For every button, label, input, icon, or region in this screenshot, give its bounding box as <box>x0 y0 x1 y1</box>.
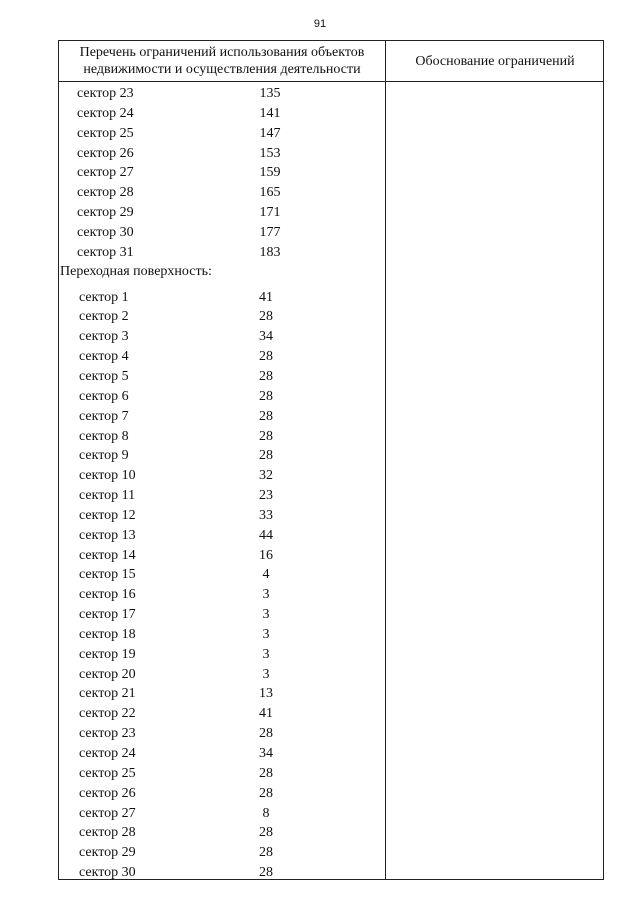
sector-name: сектор 30 <box>77 224 134 240</box>
sector-value: 3 <box>262 587 270 603</box>
sector-value: 28 <box>259 408 273 424</box>
sector-name: сектор 27 <box>77 165 134 181</box>
table-row <box>59 704 385 724</box>
sector-value: 23 <box>259 488 273 504</box>
sector-name: сектор 12 <box>79 507 136 523</box>
page-number: 91 <box>313 18 327 30</box>
table-row <box>59 347 385 367</box>
sector-name: сектор 23 <box>79 726 136 742</box>
sector-value: 28 <box>259 825 273 841</box>
table-row <box>59 585 385 605</box>
sector-name: сектор 18 <box>79 626 136 642</box>
sector-value: 177 <box>259 224 281 240</box>
table-row <box>59 486 385 506</box>
sector-value: 171 <box>259 205 281 221</box>
table-row <box>59 605 385 625</box>
table-row <box>59 565 385 585</box>
sector-name: сектор 21 <box>79 686 136 702</box>
table-row <box>59 446 385 466</box>
table-row <box>59 764 385 784</box>
sector-name: сектор 14 <box>79 547 136 563</box>
sector-name: сектор 4 <box>79 349 129 365</box>
sector-name: сектор 8 <box>79 428 129 444</box>
sector-name: сектор 22 <box>79 706 136 722</box>
table-row <box>59 367 385 387</box>
table-row <box>59 863 385 883</box>
sector-name: сектор 10 <box>79 468 136 484</box>
sector-value: 41 <box>259 706 273 722</box>
sector-name: сектор 29 <box>79 845 136 861</box>
sector-name: сектор 23 <box>77 86 134 101</box>
table-row <box>59 645 385 665</box>
sector-name: сектор 13 <box>79 527 136 543</box>
sector-value: 4 <box>262 567 270 583</box>
sector-name: сектор 19 <box>79 646 136 662</box>
table-row <box>59 223 385 243</box>
sector-name: сектор 27 <box>79 805 136 821</box>
table-row <box>59 203 385 223</box>
sector-name: сектор 17 <box>79 607 136 623</box>
sector-value: 3 <box>262 626 270 642</box>
sector-name: сектор 2 <box>79 309 129 325</box>
sector-value: 28 <box>259 309 273 325</box>
header-justification: Обоснование ограничений <box>415 54 575 69</box>
sector-name: сектор 29 <box>77 205 134 221</box>
sector-value: 28 <box>259 448 273 464</box>
sector-name: сектор 31 <box>77 244 134 260</box>
sector-value: 183 <box>259 244 281 260</box>
table-row <box>59 744 385 764</box>
table-row <box>59 327 385 347</box>
sector-value: 32 <box>259 468 273 484</box>
sector-value: 165 <box>259 185 281 201</box>
sector-value: 16 <box>259 547 273 563</box>
sector-value: 147 <box>259 125 281 141</box>
sector-value: 135 <box>259 86 281 101</box>
table-row <box>59 104 385 124</box>
sector-name: сектор 24 <box>79 746 136 761</box>
sector-name: сектор 24 <box>77 105 134 121</box>
sector-name: сектор 1 <box>79 289 129 305</box>
sector-value: 28 <box>259 726 273 742</box>
sector-value: 44 <box>259 527 273 543</box>
table-row <box>59 144 385 164</box>
sector-value: 28 <box>259 865 273 881</box>
sector-value: 141 <box>259 105 281 121</box>
table-row <box>59 784 385 804</box>
table-row <box>59 466 385 486</box>
sector-name: сектор 26 <box>77 145 134 161</box>
table-row <box>59 724 385 744</box>
sector-name: сектор 28 <box>79 825 136 841</box>
sector-name: сектор 20 <box>79 666 136 682</box>
table-row <box>59 804 385 824</box>
table-row <box>59 843 385 863</box>
section-heading <box>59 263 385 288</box>
sector-name: сектор 25 <box>79 765 136 781</box>
sector-value: 28 <box>259 349 273 365</box>
sector-name: сектор 7 <box>79 408 129 424</box>
sector-name: сектор 6 <box>79 388 129 404</box>
table-body <box>59 84 385 883</box>
sector-value: 28 <box>259 388 273 404</box>
table-row <box>59 124 385 144</box>
sector-name: сектор 28 <box>77 185 134 201</box>
sector-value: 41 <box>259 289 273 305</box>
section-heading-text: Переходная поверхность: <box>60 263 212 279</box>
sector-value: 153 <box>259 145 281 161</box>
table-row <box>59 183 385 203</box>
table-row <box>59 506 385 526</box>
sector-value: 34 <box>259 746 273 761</box>
sector-name: сектор 9 <box>79 448 129 464</box>
sector-value: 28 <box>259 785 273 801</box>
sector-value: 159 <box>259 165 281 181</box>
sector-name: сектор 5 <box>79 368 129 384</box>
table-row <box>59 427 385 447</box>
table-row <box>59 243 385 263</box>
sector-value: 13 <box>259 686 273 702</box>
sector-name: сектор 30 <box>79 865 136 881</box>
sector-name: сектор 26 <box>79 785 136 801</box>
table-row <box>59 526 385 546</box>
header-left-line-1: Перечень ограничений использования объектов <box>79 45 365 60</box>
table-row <box>59 163 385 183</box>
table-row <box>59 823 385 843</box>
header-restrictions-list <box>59 44 385 78</box>
column-divider <box>385 41 386 879</box>
sector-name: сектор 3 <box>79 329 129 345</box>
table-row <box>59 84 385 104</box>
sector-name: сектор 16 <box>79 587 136 603</box>
sector-value: 3 <box>262 646 270 662</box>
sector-name: сектор 11 <box>79 488 136 504</box>
sector-value: 28 <box>259 428 273 444</box>
table-row <box>59 288 385 308</box>
sector-value: 28 <box>259 368 273 384</box>
table-row <box>59 407 385 427</box>
sector-value: 3 <box>262 607 270 623</box>
sector-value: 8 <box>262 805 270 821</box>
table-row <box>59 546 385 566</box>
sector-name: сектор 15 <box>79 567 136 583</box>
sector-value: 28 <box>259 845 273 861</box>
header-left-line-2: недвижимости и осуществления деятельности <box>83 62 361 77</box>
sector-name: сектор 25 <box>77 125 134 141</box>
table-row <box>59 387 385 407</box>
table-row <box>59 625 385 645</box>
table-row <box>59 684 385 704</box>
table-row <box>59 307 385 327</box>
sector-value: 3 <box>262 666 270 682</box>
table-row <box>59 665 385 685</box>
sector-value: 28 <box>259 765 273 781</box>
sector-value: 33 <box>259 507 273 523</box>
restrictions-table <box>58 40 604 880</box>
sector-value: 34 <box>259 329 273 345</box>
header-divider <box>59 81 603 82</box>
